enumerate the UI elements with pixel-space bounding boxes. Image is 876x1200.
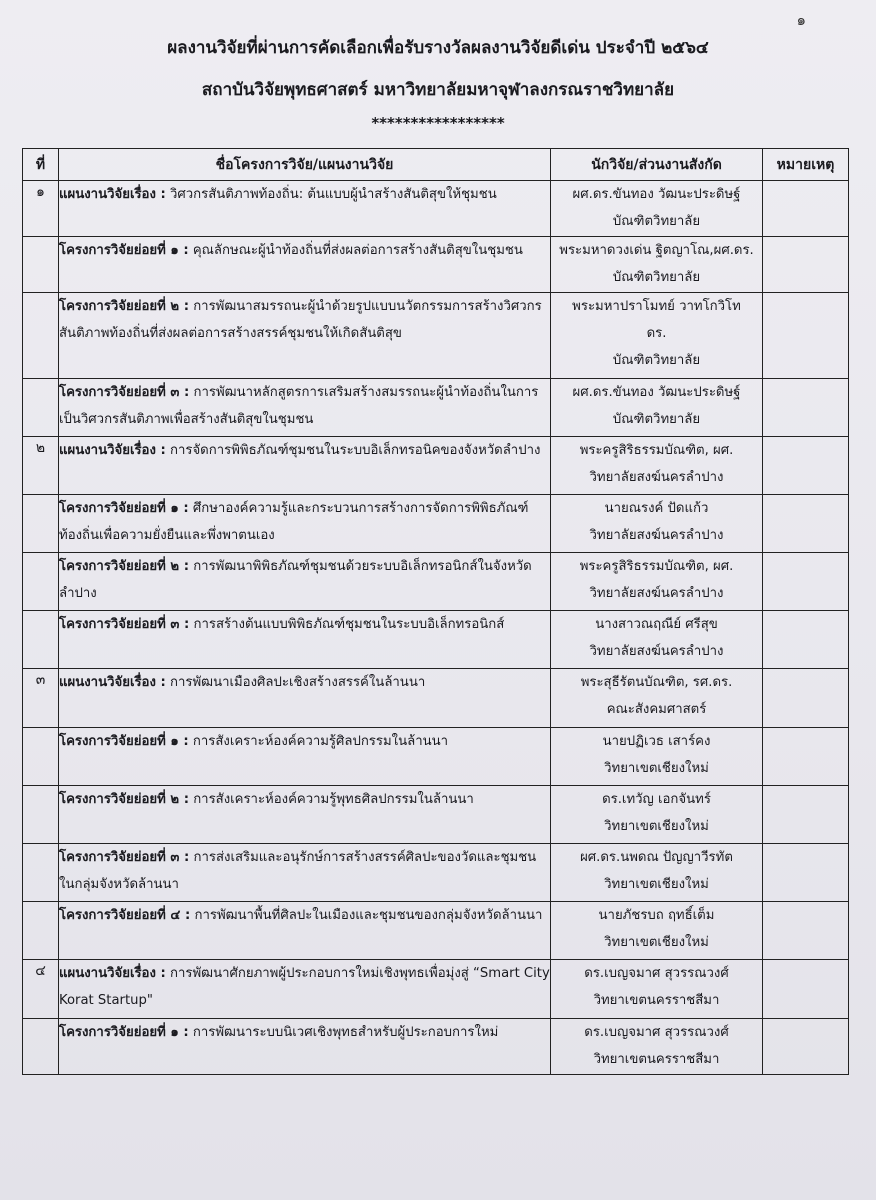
- project-label: โครงการวิจัยย่อยที่ ๑ :: [59, 501, 189, 516]
- project-cell: [59, 960, 551, 1019]
- project-label: โครงการวิจัยย่อยที่ ๓ :: [59, 850, 190, 865]
- research-table: [22, 148, 849, 1075]
- researcher-unit: วิทยาเขตเชียงใหม่: [604, 819, 709, 834]
- researcher-name: นายปฏิเวธ เสาร์คง: [602, 734, 711, 749]
- researcher-name: ผศ.ดร.นพดณ ปัญญาวีรทัต: [580, 850, 733, 865]
- project-label: แผนงานวิจัยเรื่อง :: [59, 675, 166, 690]
- researcher-title-suffix: ดร.: [646, 326, 667, 341]
- researcher-name: พระครูสิริธรรมบัณฑิต, ผศ.: [579, 559, 734, 574]
- project-title: การจัดการพิพิธภัณฑ์ชุมชนในระบบอิเล็กทรอนิคของจังหวัดลำปาง: [169, 443, 541, 458]
- project-label: โครงการวิจัยย่อยที่ ๒ :: [59, 299, 189, 314]
- row-number: [23, 237, 59, 293]
- researcher-cell: [551, 960, 763, 1019]
- project-title: คุณลักษณะผู้นำท้องถิ่นที่ส่งผลต่อการสร้างสันติสุขในชุมชน: [192, 243, 523, 258]
- researcher-name: พระสุธีรัตนบัณฑิต, รศ.ดร.: [580, 675, 733, 690]
- row-number: [23, 902, 59, 960]
- researcher-name: พระครูสิริธรรมบัณฑิต, ผศ.: [579, 443, 734, 458]
- project-label: โครงการวิจัยย่อยที่ ๓ :: [59, 385, 190, 400]
- researcher-unit: วิทยาเขตนครราชสีมา: [593, 993, 720, 1008]
- project-cell: [59, 495, 551, 553]
- note-cell: [763, 902, 849, 960]
- researcher-cell: [551, 237, 763, 293]
- researcher-name: ดร.เบญจมาศ สุวรรณวงศ์: [584, 966, 729, 981]
- note-cell: [763, 728, 849, 786]
- project-label: แผนงานวิจัยเรื่อง :: [59, 443, 166, 458]
- researcher-unit: คณะสังคมศาสตร์: [606, 702, 707, 717]
- researcher-unit: บัณฑิตวิทยาลัย: [612, 214, 701, 229]
- researcher-name: ผศ.ดร.ขันทอง วัฒนะประดิษฐ์: [572, 187, 741, 202]
- table-row: [23, 293, 849, 379]
- project-label: โครงการวิจัยย่อยที่ ๓ :: [59, 617, 190, 632]
- header-note: หมายเหตุ: [763, 149, 849, 181]
- document-title: ผลงานวิจัยที่ผ่านการคัดเลือกเพื่อรับรางวัลผลงานวิจัยดีเด่น ประจำปี ๒๕๖๔: [167, 38, 709, 58]
- project-cell: [59, 728, 551, 786]
- table-row: [23, 237, 849, 293]
- project-cell: [59, 611, 551, 669]
- project-cell: [59, 669, 551, 728]
- project-cell: [59, 293, 551, 379]
- project-label: โครงการวิจัยย่อยที่ ๑ :: [59, 734, 189, 749]
- project-cell: [59, 786, 551, 844]
- note-cell: [763, 844, 849, 902]
- table-row: [23, 611, 849, 669]
- row-number: [23, 553, 59, 611]
- note-cell: [763, 1019, 849, 1075]
- researcher-cell: [551, 293, 763, 379]
- row-number: ๔: [23, 960, 59, 1019]
- researcher-unit: บัณฑิตวิทยาลัย: [612, 412, 701, 427]
- note-cell: [763, 437, 849, 495]
- project-title: การส่งเสริมและอนุรักษ์การสร้างสรรค์ศิลปะของวัดและชุมชนในกลุ่มจังหวัดล้านนา: [59, 850, 537, 892]
- table-row: [23, 1019, 849, 1075]
- researcher-cell: [551, 437, 763, 495]
- project-title: ศึกษาองค์ความรู้และกระบวนการสร้างการจัดการพิพิธภัณฑ์ท้องถิ่นเพื่อความยั่งยืนและพึ่งพาตนเอง: [59, 501, 529, 543]
- researcher-unit: วิทยาลัยสงฆ์นครลำปาง: [589, 586, 724, 601]
- project-label: โครงการวิจัยย่อยที่ ๔ :: [59, 908, 191, 923]
- researcher-cell: [551, 611, 763, 669]
- table-row: [23, 495, 849, 553]
- row-number: [23, 844, 59, 902]
- project-title: การสังเคราะห์องค์ความรู้ศิลปกรรมในล้านนา: [192, 734, 449, 749]
- note-cell: [763, 237, 849, 293]
- project-label: โครงการวิจัยย่อยที่ ๑ :: [59, 243, 189, 258]
- project-cell: [59, 181, 551, 237]
- table-row: [23, 728, 849, 786]
- project-title: การพัฒนาพิพิธภัณฑ์ชุมชนด้วยระบบอิเล็กทรอนิกส์ในจังหวัดลำปาง: [59, 559, 532, 601]
- researcher-unit: วิทยาเขตนครราชสีมา: [593, 1052, 720, 1067]
- researcher-cell: [551, 495, 763, 553]
- researcher-cell: [551, 553, 763, 611]
- project-cell: [59, 902, 551, 960]
- page-number: ๑: [796, 11, 806, 29]
- table-row: [23, 844, 849, 902]
- researcher-unit: วิทยาเขตเชียงใหม่: [604, 761, 709, 776]
- row-number: [23, 379, 59, 437]
- note-cell: [763, 495, 849, 553]
- note-cell: [763, 669, 849, 728]
- researcher-name: ดร.เทวัญ เอกจันทร์: [602, 792, 711, 807]
- project-title: การสร้างต้นแบบพิพิธภัณฑ์ชุมชนในระบบอิเล็กทรอนิกส์: [193, 617, 505, 632]
- header-researcher: นักวิจัย/ส่วนงานสังกัด: [551, 149, 763, 181]
- institution-title: สถาบันวิจัยพุทธศาสตร์ มหาวิทยาลัยมหาจุฬาลงกรณราชวิทยาลัย: [201, 80, 675, 100]
- table-row: [23, 786, 849, 844]
- note-cell: [763, 293, 849, 379]
- project-label: โครงการวิจัยย่อยที่ ๒ :: [59, 792, 189, 807]
- table-row: [23, 181, 849, 237]
- project-title: การพัฒนาเมืองศิลปะเชิงสร้างสรรค์ในล้านนา: [169, 675, 426, 690]
- project-label: โครงการวิจัยย่อยที่ ๑ :: [59, 1025, 189, 1040]
- row-number: ๒: [23, 437, 59, 495]
- researcher-unit: วิทยาเขตเชียงใหม่: [604, 877, 709, 892]
- table-row: [23, 669, 849, 728]
- project-title: การพัฒนาหลักสูตรการเสริมสร้างสมรรถนะผู้นำท้องถิ่นในการเป็นวิศวกรสันติภาพเพื่อสร้างสันติสุขในชุมชน: [59, 385, 539, 427]
- row-number: [23, 1019, 59, 1075]
- project-cell: [59, 844, 551, 902]
- project-cell: [59, 553, 551, 611]
- researcher-name: ผศ.ดร.ขันทอง วัฒนะประดิษฐ์: [572, 385, 741, 400]
- researcher-name: นางสาวณฤณีย์ ศรีสุข: [595, 617, 718, 632]
- researcher-unit: วิทยาลัยสงฆ์นครลำปาง: [589, 470, 724, 485]
- researcher-cell: [551, 379, 763, 437]
- note-cell: [763, 553, 849, 611]
- researcher-name: นายภัชรบถ ฤทธิ์เต็ม: [598, 908, 715, 923]
- table-header-row: [23, 149, 849, 181]
- researcher-name: พระมหาปราโมทย์ วาทโกวิโท: [572, 299, 741, 314]
- header-project: ชื่อโครงการวิจัย/แผนงานวิจัย: [59, 149, 551, 181]
- researcher-cell: [551, 786, 763, 844]
- title-separator: *****************: [371, 114, 505, 132]
- researcher-cell: [551, 844, 763, 902]
- row-number: [23, 786, 59, 844]
- project-title: การพัฒนาพื้นที่ศิลปะในเมืองและชุมชนของกลุ่มจังหวัดล้านนา: [194, 908, 543, 923]
- note-cell: [763, 181, 849, 237]
- row-number: ๓: [23, 669, 59, 728]
- row-number: ๑: [23, 181, 59, 237]
- note-cell: [763, 786, 849, 844]
- table-row: [23, 553, 849, 611]
- table-row: [23, 960, 849, 1019]
- researcher-cell: [551, 669, 763, 728]
- table-row: [23, 437, 849, 495]
- researcher-name: พระมหาดวงเด่น ฐิตญาโณ,ผศ.ดร.: [559, 243, 754, 258]
- row-number: [23, 611, 59, 669]
- researcher-unit: วิทยาลัยสงฆ์นครลำปาง: [589, 644, 724, 659]
- researcher-cell: [551, 728, 763, 786]
- researcher-unit: บัณฑิตวิทยาลัย: [612, 353, 701, 368]
- table-row: [23, 379, 849, 437]
- table-row: [23, 902, 849, 960]
- researcher-cell: [551, 902, 763, 960]
- researcher-unit: วิทยาเขตเชียงใหม่: [604, 935, 709, 950]
- project-label: โครงการวิจัยย่อยที่ ๒ :: [59, 559, 189, 574]
- row-number: [23, 728, 59, 786]
- researcher-unit: บัณฑิตวิทยาลัย: [612, 270, 701, 285]
- researcher-name: ดร.เบญจมาศ สุวรรณวงศ์: [584, 1025, 729, 1040]
- project-label: แผนงานวิจัยเรื่อง :: [59, 187, 166, 202]
- project-title: การสังเคราะห์องค์ความรู้พุทธศิลปกรรมในล้านนา: [193, 792, 474, 807]
- project-cell: [59, 1019, 551, 1075]
- researcher-cell: [551, 1019, 763, 1075]
- note-cell: [763, 960, 849, 1019]
- project-title: การพัฒนาศักยภาพผู้ประกอบการใหม่เชิงพุทธเพื่อมุ่งสู่ “Smart City Korat Startup": [59, 966, 550, 1008]
- project-cell: [59, 237, 551, 293]
- researcher-unit: วิทยาลัยสงฆ์นครลำปาง: [589, 528, 724, 543]
- project-cell: [59, 379, 551, 437]
- project-label: แผนงานวิจัยเรื่อง :: [59, 966, 166, 981]
- row-number: [23, 495, 59, 553]
- project-title: การพัฒนาสมรรถนะผู้นำด้วยรูปแบบนวัตกรรมการสร้างวิศวกรสันติภาพท้องถิ่นที่ส่งผลต่อการสร้างสรรค์ชุมชนให้เกิดสันติสุข: [59, 299, 542, 341]
- row-number: [23, 293, 59, 379]
- researcher-cell: [551, 181, 763, 237]
- note-cell: [763, 611, 849, 669]
- researcher-name: นายณรงค์ ปัดแก้ว: [604, 501, 709, 516]
- project-cell: [59, 437, 551, 495]
- header-no: ที่: [23, 149, 59, 181]
- note-cell: [763, 379, 849, 437]
- project-title: การพัฒนาระบบนิเวศเชิงพุทธสำหรับผู้ประกอบการใหม่: [192, 1025, 499, 1040]
- project-title: วิศวกรสันติภาพท้องถิ่น: ต้นแบบผู้นำสร้างสันติสุขให้ชุมชน: [169, 187, 497, 202]
